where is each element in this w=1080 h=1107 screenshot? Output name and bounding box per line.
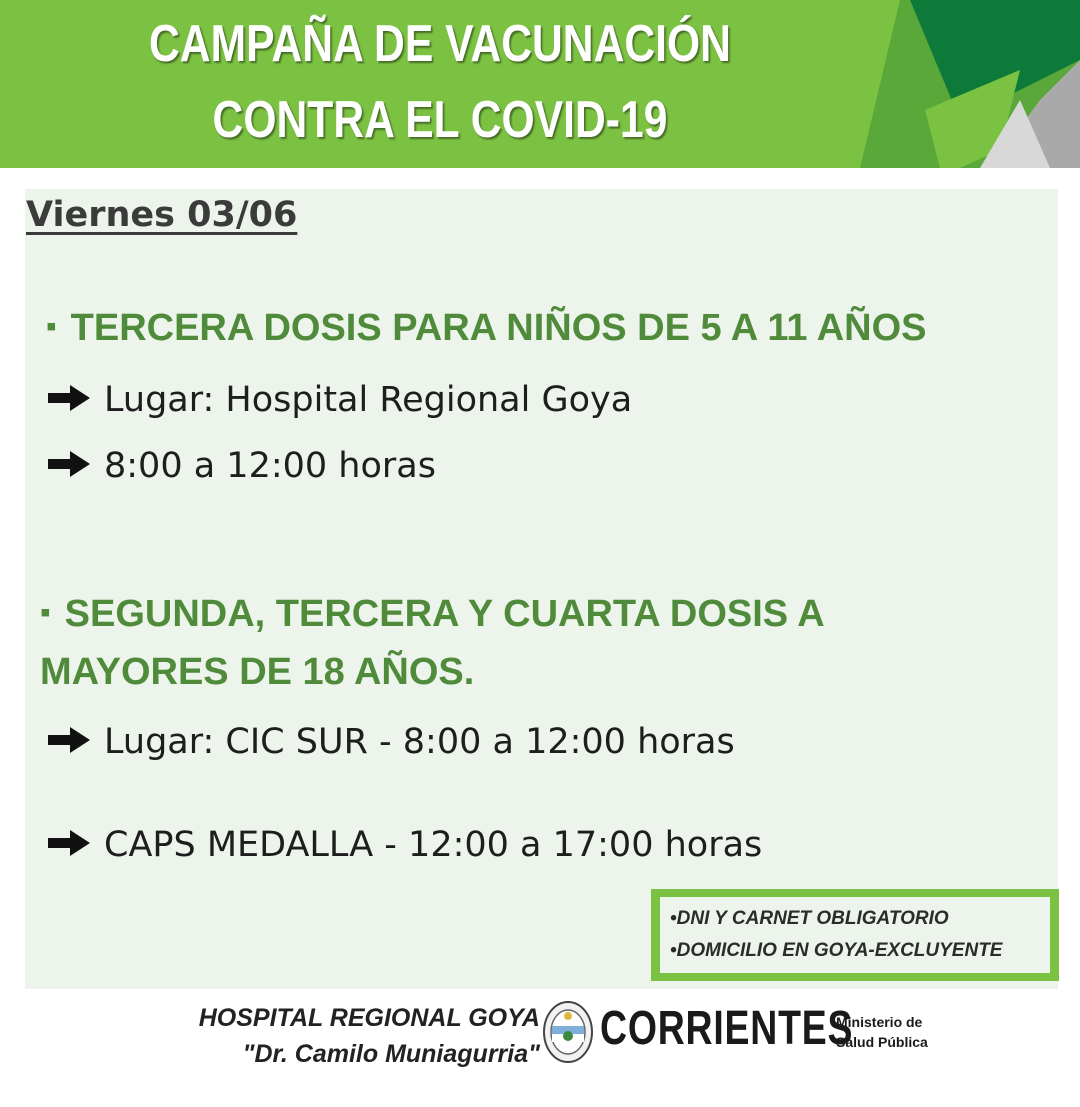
right-arrow-icon [46,725,92,755]
section-2-heading [40,584,825,701]
section-1-heading [46,298,927,357]
section-1-line-place [46,380,632,420]
requirement-note-dni: •DNI Y CARNET OBLIGATORIO [670,908,949,929]
header-title [79,6,801,158]
footer-hospital [160,1000,540,1072]
header-title-line2: CONTRA EL COVID-19 [212,91,668,149]
right-arrow-icon [46,828,92,858]
section-1-line-hours [46,446,436,486]
requirements-box-inner [660,897,1050,973]
bullet-square-icon: ▪ [40,596,51,629]
section-2-heading-line1: SEGUNDA, TERCERA Y CUARTA DOSIS A [64,593,825,635]
footer-ministry-line2: Salud Pública [836,1034,928,1050]
header-title-line1: CAMPAÑA DE VACUNACIÓN [149,15,731,73]
corrientes-seal-icon [542,1000,594,1064]
requirements-box [651,889,1059,981]
right-arrow-icon [46,383,92,413]
right-arrow-icon [46,449,92,479]
section-1-line-hours-text: 8:00 a 12:00 horas [104,446,436,486]
footer-hospital-name: HOSPITAL REGIONAL GOYA [198,1004,540,1032]
footer-ministry-line1: Ministerio de [836,1014,923,1030]
bullet-square-icon: ▪ [46,310,57,343]
requirement-note-domicilio: •DOMICILIO EN GOYA-EXCLUYENTE [670,940,1003,961]
section-1-heading-text: TERCERA DOSIS PARA NIÑOS DE 5 A 11 AÑOS [70,307,927,349]
footer-hospital-subtitle: "Dr. Camilo Muniagurria" [242,1040,540,1068]
section-2-line-caps-text: CAPS MEDALLA - 12:00 a 17:00 horas [104,825,763,865]
section-1-line-place-text: Lugar: Hospital Regional Goya [104,380,633,420]
date-heading: Viernes 03/06 [26,195,298,235]
section-2-line-cic-text: Lugar: CIC SUR - 8:00 a 12:00 horas [104,722,735,762]
section-2-line-caps [46,825,762,865]
header-banner [0,0,1080,168]
header-decoration [840,0,1080,168]
section-2-heading-line2: MAYORES DE 18 AÑOS. [40,651,475,693]
footer-province-logo: CORRIENTES [600,1002,854,1055]
section-2-line-cic [46,722,735,762]
footer-ministry [836,1012,928,1052]
